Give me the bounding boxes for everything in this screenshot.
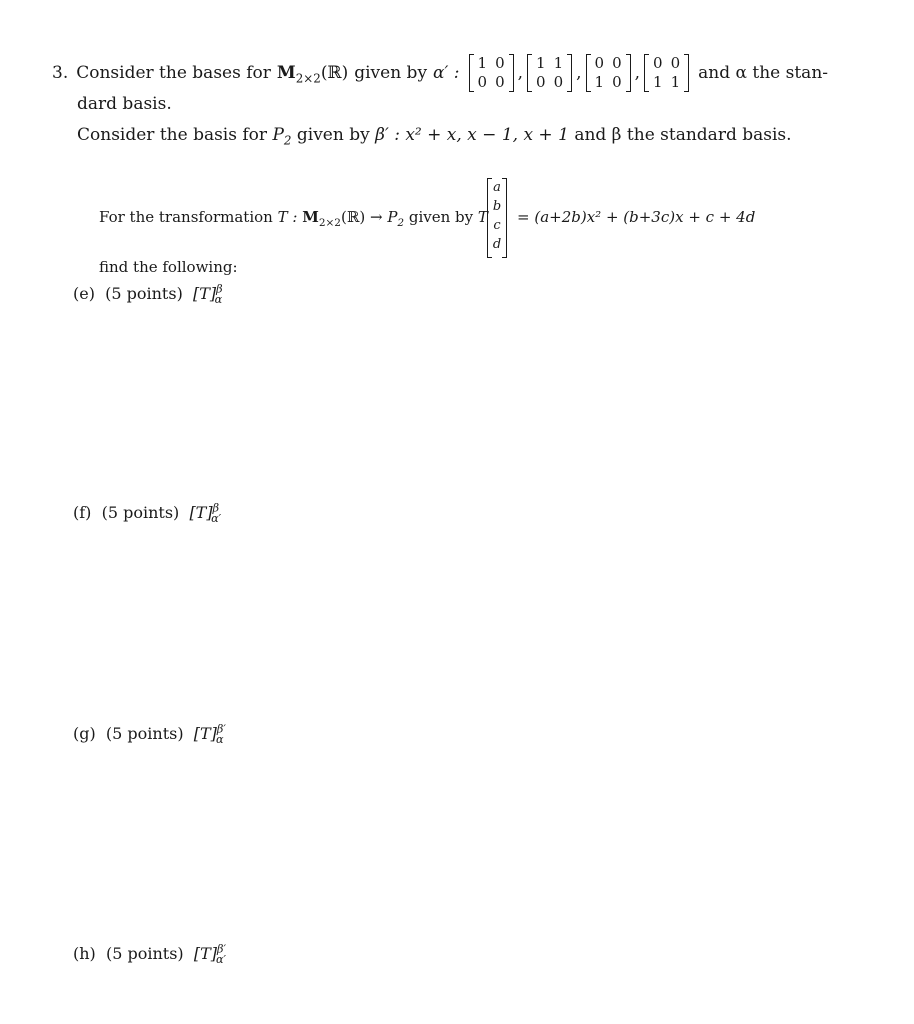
transformation-lead: For the transformation T : $M_{2\times 2}(ℝ) \to P_2$ given by T — [99, 208, 488, 229]
codomain: $P_2$ — [387, 208, 405, 229]
matrix-notation: $[T]^\beta_\alpha$ — [192, 282, 223, 307]
matrix-notation: $[T]^{\beta'}_\alpha$ — [193, 722, 226, 747]
matrix-notation: $[T]^{\beta'}_{\alpha'}$ — [193, 942, 227, 967]
transformation-result: = (a+2b)x² + (b+3c)x + c + 4d — [517, 208, 756, 226]
alpha-prime: α′ : — [433, 63, 460, 83]
basis-matrix-3: 0 0 1 0 — [586, 54, 631, 92]
problem-intro: Consider the bases for — [76, 63, 271, 83]
problem-line-3: Consider the basis for $P_2$ given by β′ : x² + x, x − 1, x + 1 and β the standard basis. — [77, 125, 792, 148]
beta-prime-basis: β′ : x² + x, x − 1, x + 1 — [375, 125, 569, 145]
given-by: given by — [354, 63, 428, 83]
problem-number: 3. — [52, 63, 69, 83]
basis-matrix-1: 1 0 0 0 — [469, 54, 514, 92]
P2: $P_2$ — [272, 125, 292, 148]
domain: $M_{2\times 2}(ℝ)$ — [302, 208, 366, 229]
basis-matrix-4: 0 0 1 1 — [644, 54, 689, 92]
problem-line-1 — [52, 50, 828, 96]
and-alpha-standard: and α the stan- — [698, 63, 829, 83]
input-vector: a b c d — [487, 178, 507, 258]
matrix-comma: , — [634, 63, 641, 83]
space-M: $M_{2\times 2}(ℝ)$ — [276, 63, 349, 86]
part-h: (h) (5 points) $[T]^{\beta'}_{\alpha'}$ — [73, 942, 227, 967]
matrix-notation: $[T]^\beta_{\alpha'}$ — [189, 501, 222, 526]
part-e: (e) (5 points) $[T]^\beta_\alpha$ — [73, 282, 223, 307]
part-f: (f) (5 points) $[T]^\beta_{\alpha'}$ — [73, 501, 222, 526]
problem-line-2: dard basis. — [77, 94, 172, 114]
part-g: (g) (5 points) $[T]^{\beta'}_\alpha$ — [73, 722, 226, 747]
basis-matrix-2: 1 1 0 0 — [527, 54, 572, 92]
matrix-comma: , — [517, 63, 524, 83]
find-following: find the following: — [99, 258, 238, 276]
matrix-comma: , — [576, 63, 582, 83]
